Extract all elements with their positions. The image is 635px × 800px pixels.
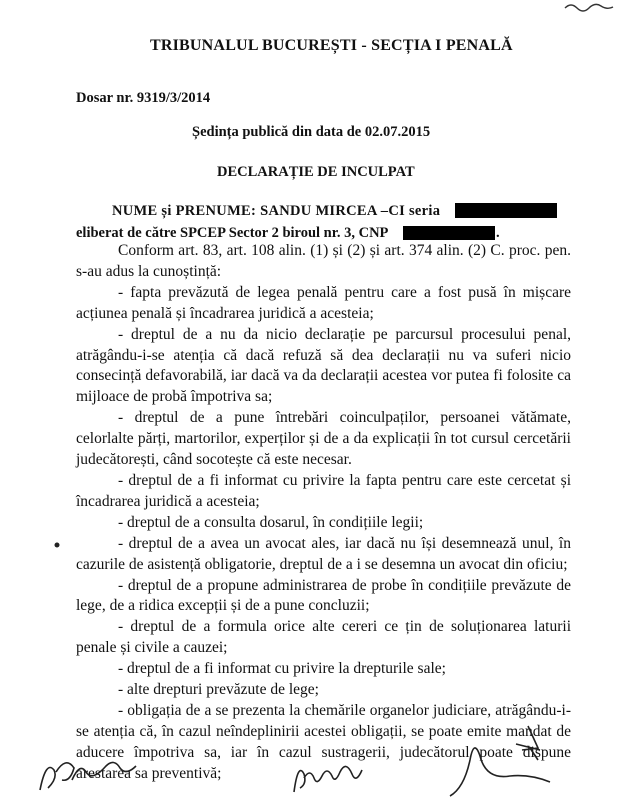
right-item: - dreptul de a fi informat cu privire la fapta pentru care este cercetat și încadrarea juridică a acesteia; xyxy=(76,471,571,510)
right-item: - dreptul de a fi informat cu privire la drepturile sale; xyxy=(118,660,446,678)
signature-left-icon xyxy=(36,750,146,800)
right-item: - dreptul de a consulta dosarul, în condițiile legii; xyxy=(118,513,424,531)
cnp-period: . xyxy=(496,225,500,241)
redacted-id-series xyxy=(455,203,557,218)
right-item: - dreptul de a nu da nicio declarație pe parcursul procesului penal, atrăgându-i-se atenția că dacă refuză să dea declarații nu va suferi nicio consecință defavorabilă, iar dacă va da declarații acestea vor putea fi folosite ca mijloace de probă împotriva sa; xyxy=(76,325,571,406)
signature-middle-icon xyxy=(290,758,370,800)
document-title: DECLARAȚIE DE INCULPAT xyxy=(217,164,415,180)
session-date: Ședința publică din data de 02.07.2015 xyxy=(192,124,431,140)
right-item: - dreptul de a avea un avocat ales, iar dacă nu își desemnează unul, în cazurile de asistență obligatorie, dreptul de a i se desemna un avocat din oficiu; xyxy=(76,534,571,573)
right-item: - dreptul de a propune administrarea de probe în condițiile prevăzute de lege, de a ridica excepții și de a pune concluzii; xyxy=(76,576,571,615)
right-item: - fapta prevăzută de legea penală pentru care a fost pusă în mișcare acțiunea penală și încadrarea juridică a acesteia; xyxy=(76,283,571,322)
intro-line-2: s-au adus la cunoștință: xyxy=(76,262,222,280)
case-number: Dosar nr. 9319/3/2014 xyxy=(76,90,211,106)
declaration-body xyxy=(76,241,571,785)
dot-mark-icon xyxy=(52,540,62,550)
defendant-name-line: NUME și PRENUME: SANDU MIRCEA –CI seria xyxy=(112,203,441,219)
scribble-mark-icon xyxy=(560,0,620,14)
signature-right-icon xyxy=(420,718,570,800)
court-heading: TRIBUNALUL BUCUREȘTI - SECȚIA I PENALĂ xyxy=(150,37,513,54)
right-item: - obligația de a se prezenta la chemările organelor judiciare, atrăgându-i-se atenția că, în cazul neîndeplinirii acestei obligații, se poate emite mandat de aducere împotriva sa, iar în cazul sustragerii, judecătorul poate dispune arestarea sa preventivă; xyxy=(76,701,571,782)
right-item: - dreptul de a pune întrebări coinculpaților, persoanei vătămate, celorlalte părți, martorilor, experților și de a da explicații în tot cursul cercetării judecătorești, când socotește că este necesar. xyxy=(76,409,571,469)
intro-line-1: Conform art. 83, art. 108 alin. (1) și (2) și art. 374 alin. (2) C. proc. pen. xyxy=(118,242,571,259)
right-item: - dreptul de a formula orice alte cereri ce țin de soluționarea laturii penale și civile a cauzei; xyxy=(76,618,571,657)
redacted-cnp xyxy=(403,226,495,240)
issuer-line: eliberat de către SPCEP Sector 2 biroul nr. 3, CNP xyxy=(76,225,389,241)
right-item: - alte drepturi prevăzute de lege; xyxy=(118,681,319,699)
